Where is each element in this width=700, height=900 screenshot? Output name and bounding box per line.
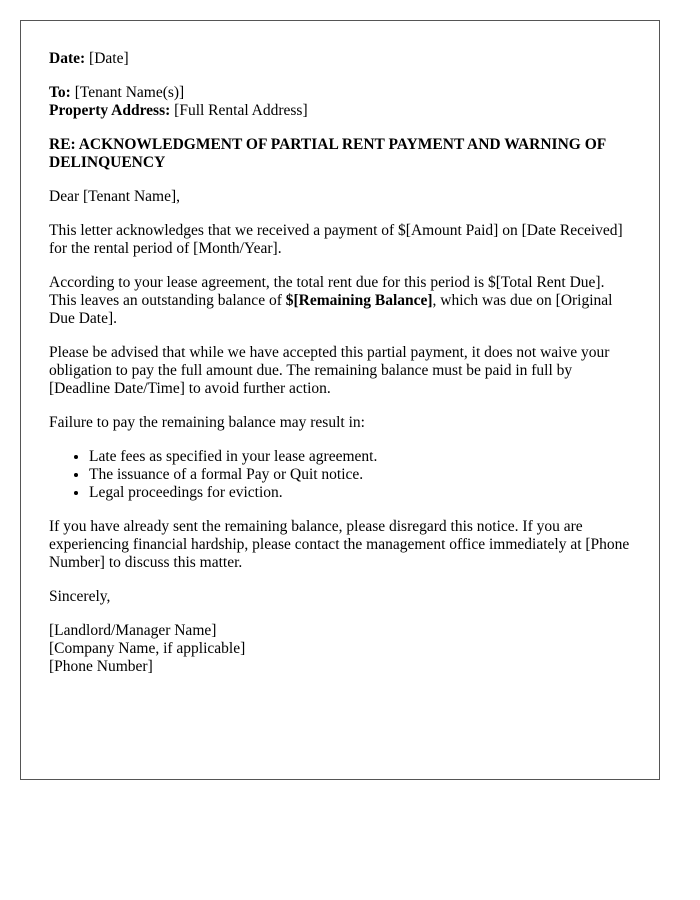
subject-line: RE: ACKNOWLEDGMENT OF PARTIAL RENT PAYMENT AND WARNING OF DELINQUENCY — [49, 136, 606, 171]
paragraph-balance — [49, 274, 631, 328]
consequences-list — [49, 448, 631, 502]
property-label: Property Address: — [49, 102, 171, 119]
list-item: • Late fees as specified in your lease agreement. — [89, 448, 631, 466]
remaining-balance: $[Remaining Balance] — [285, 292, 433, 309]
date-value: [Date] — [85, 50, 129, 67]
paragraph-payment-received: This letter acknowledges that we received a payment of $[Amount Paid] on [Date Received] for the rental period of [Month/Year]. — [49, 222, 623, 257]
date-label: Date: — [49, 50, 86, 67]
to-value: [Tenant Name(s)] — [70, 84, 185, 101]
list-item: • The issuance of a formal Pay or Quit notice. — [89, 466, 631, 484]
date-line — [49, 50, 631, 68]
letter — [20, 20, 660, 780]
signature-block — [49, 622, 631, 676]
signature-phone: [Phone Number] — [49, 658, 153, 675]
paragraph-consequences-intro: Failure to pay the remaining balance may result in: — [49, 414, 365, 431]
balance-text-before: According to your lease agreement, the total rent due for this period is $[Total Rent Due]. This leaves an outstanding balance of — [49, 274, 605, 309]
greeting: Dear [Tenant Name], — [49, 188, 181, 205]
paragraph-hardship: If you have already sent the remaining balance, please disregard this notice. If you are experiencing financial hardship, please contact the management office immediately at [Phone Number] to discuss this matter. — [49, 518, 630, 571]
paragraph-advisory: Please be advised that while we have accepted this partial payment, it does not waive your obligation to pay the full amount due. The remaining balance must be paid in full by [Deadline Date/Time] to avoid further action. — [49, 344, 610, 397]
recipient-block — [49, 84, 631, 120]
property-line — [49, 102, 631, 120]
to-label: To: — [49, 84, 71, 101]
closing: Sincerely, — [49, 588, 111, 605]
list-item: • Legal proceedings for eviction. — [89, 484, 631, 502]
to-line — [49, 84, 631, 102]
balance-text-after: , which was due on [Original Due Date]. — [49, 292, 613, 327]
signature-name: [Landlord/Manager Name] — [49, 622, 217, 639]
signature-company: [Company Name, if applicable] — [49, 640, 246, 657]
property-value: [Full Rental Address] — [170, 102, 308, 119]
